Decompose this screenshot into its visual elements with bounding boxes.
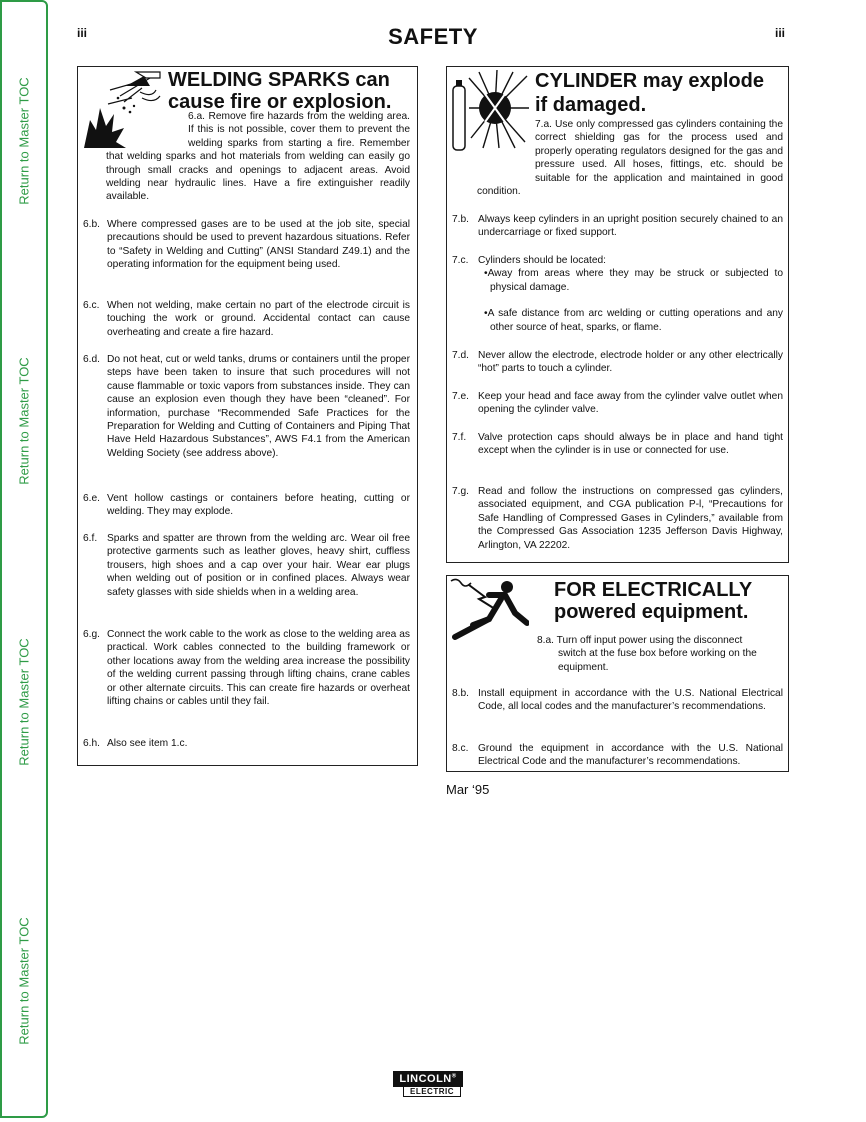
page-number-right: iii — [775, 26, 786, 40]
item-8c: 8.c. Ground the equipment in accordance with the U.S. National Electrical Code and the manufacturer’s recommendations. — [452, 743, 783, 768]
item-8a: 8.a. Turn off input power using the disconnect switch at the fuse box before working on the equipment. — [537, 635, 757, 673]
return-to-master-toc-link[interactable]: Return to Master TOC — [16, 638, 32, 766]
item-7f: 7.f. Valve protection caps should always be in place and hand tight except when the cylinder is in use or connected for use. — [452, 432, 783, 457]
item-7e: 7.e. Keep your head and face away from the cylinder valve outlet when opening the cylinder valve. — [452, 391, 783, 416]
item-6f: 6.f. Sparks and spatter are thrown from the welding arc. Wear oil free protective garments such as leather gloves, heavy shirt, cuffless trousers, high shoes and a cap over your hair. Wear ear plugs when welding out of position or in confined places. Always wear safety glasses with side shields when in a welding area. — [83, 533, 410, 598]
item-7g: 7.g. Read and follow the instructions on compressed gas cylinders, associated equipment, and CGA publication P-l, “Precautions for Safe Handling of Compressed Gases in Cylinders,” available from the Compressed Gas Association 1235 Jefferson Davis Highway, Arlington, VA 22202. — [452, 486, 783, 551]
item-6e: 6.e. Vent hollow castings or containers before heating, cutting or welding. They may explode. — [83, 493, 410, 518]
welding-sparks-title: WELDING SPARKS can cause fire or explosion. — [168, 69, 392, 113]
cylinder-title: CYLINDER may explode if damaged. — [535, 70, 764, 116]
electric-shock-icon — [449, 577, 529, 641]
item-7d: 7.d. Never allow the electrode, electrode holder or any other electrically “hot” parts to touch a cylinder. — [452, 350, 783, 375]
item-8b: 8.b. Install equipment in accordance with the U.S. National Electrical Code, all local codes and the manufacturer’s recommendations. — [452, 688, 783, 713]
electrical-title: FOR ELECTRICALLY powered equipment. — [554, 579, 753, 623]
return-to-master-toc-link[interactable]: Return to Master TOC — [16, 77, 32, 205]
item-6c: 6.c. When not welding, make certain no part of the electrode circuit is touching the work or ground. Accidental contact can cause overheating and create a fire hazard. — [83, 300, 410, 338]
return-to-master-toc-link[interactable]: Return to Master TOC — [16, 357, 32, 485]
page-title: SAFETY — [388, 24, 478, 49]
item-6g: 6.g. Connect the work cable to the work as close to the welding area as practical. Work cables connected to the building framework or other locations away from the welding area increase the possibility of the welding current passing through lifting chains, crane cables or other alternate circuits. This can create fire hazards or overheat lifting chains or cables until they fail. — [83, 629, 410, 708]
item-6b: 6.b. Where compressed gases are to be used at the job site, special precautions should be used to prevent hazardous situations. Refer to “Safety in Welding and Cutting” (ANSI Standard Z49.1) and the operating information for the equipment being used. — [83, 219, 410, 271]
item-7c: 7.c. Cylinders should be located: •Away from areas where they may be struck or subjected to physical damage. •A safe distance from arc welding or cutting operations and any other source of heat, sparks, or flame. — [452, 255, 783, 333]
item-7b: 7.b. Always keep cylinders in an upright position securely chained to an undercarriage or fixed support. — [452, 214, 783, 239]
item-7c-bullet: •Away from areas where they may be struck or subjected to physical damage. — [484, 268, 783, 293]
revision-date: Mar ‘95 — [446, 782, 490, 797]
item-7c-bullet: •A safe distance from arc welding or cutting operations and any other source of heat, sparks, or flame. — [484, 308, 783, 333]
page-number-left: iii — [77, 26, 88, 40]
item-6d: 6.d. Do not heat, cut or weld tanks, drums or containers until the proper steps have been taken to insure that such procedures will not cause flammable or toxic vapors from substances inside. They can cause an explosion even though they have been “cleaned”. For information, purchase “Recommended Safe Practices for the Preparation for Welding and Cutting of Containers and Piping That Have Held Hazardous Substances”, AWS F4.1 from the American Welding Society (see address above). — [83, 354, 410, 459]
item-6h: 6.h. Also see item 1.c. — [83, 738, 188, 749]
return-to-master-toc-link[interactable]: Return to Master TOC — [16, 917, 32, 1045]
lincoln-electric-logo: LINCOLN® ELECTRIC — [393, 1071, 463, 1097]
item-7a: 7.a. Use only compressed gas cylinders containing the correct shielding gas for the process used and properly operating regulators designed for the gas and pressure used. All hoses, fittings, etc. should be suitable for the application and maintained in good condition. — [477, 119, 783, 198]
item-6a: 6.a. Remove fire hazards from the welding area. If this is not possible, cover them to prevent the welding sparks from starting a fire. Remember that welding sparks and hot materials from welding can easily go through small cracks and openings to adjacent areas. Avoid welding near hydraulic lines. Have a fire extinguisher readily available. — [106, 111, 410, 203]
